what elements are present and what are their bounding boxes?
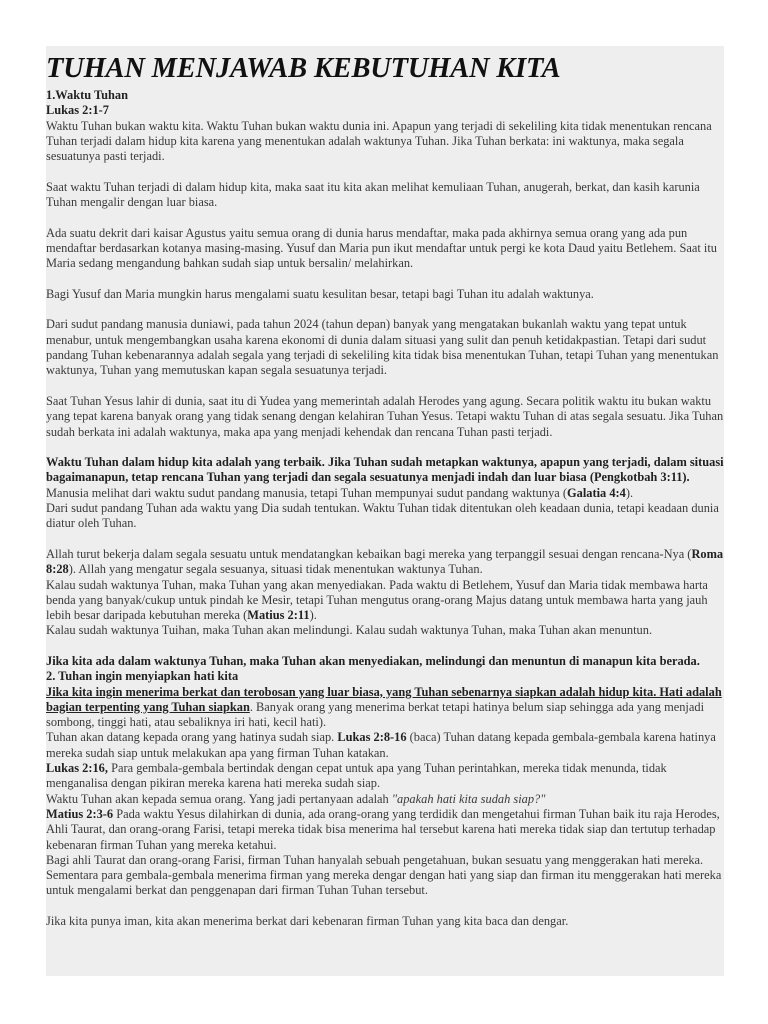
section-1-reference: Lukas 2:1-7 (46, 103, 109, 118)
paragraph-2: Saat waktu Tuhan terjadi di dalam hidup kita, maka saat itu kita akan melihat kemuliaan Tuhan, anugerah, berkat, dan kasih karunia Tuhan mengalir dengan luar biasa. (46, 179, 700, 210)
paragraph-18: Matius 2:3-6 Pada waktu Yesus dilahirkan di dunia, ada orang-orang yang terdidik dan mengetahui firman Tuhan baik itu raja Herodes, Ahli Taurat, dan orang-orang Farisi, tetapi mereka tidak bisa menerima hal tersebut karena hati mereka tidak siap dan tertutup terhadap kebenaran firman Tuhan yang mereka ketahui. (46, 806, 720, 852)
section-1-heading: 1.Waktu Tuhan (46, 88, 128, 102)
scripture-reference: Matius 2:11 (247, 608, 310, 623)
scripture-reference: Galatia 4:4 (567, 485, 626, 500)
paragraph-4: Bagi Yusuf dan Maria mungkin harus mengalami suatu kesulitan besar, tetapi bagi Tuhan itu adalah waktunya. (46, 286, 594, 301)
paragraph-14: Jika kita ingin menerima berkat dan terobosan yang luar biasa, yang Tuhan sebenarnya siapkan adalah hidup kita. Hati adalah bagian terpenting yang Tuhan siapkan. Banyak orang yang menerima berkat tetapi hatinya belum siap sehingga ada yang menjadi sombong, tinggi hati, atau sebaliknya iri hati, kecil hati). (46, 684, 722, 730)
paragraph-3: Ada suatu dekrit dari kaisar Agustus yaitu semua orang di dunia harus mendaftar, maka pada akhirnya semua orang yang ada pun mendaftar berdasarkan kotanya masing-masing. Yusuf dan Maria pun ikut mendaftar untuk pergi ke kota Daud yaitu Betlehem. Saat itu Maria sedang mengandung bahkan sudah siap untuk bersalin/ melahirkan. (46, 225, 717, 271)
paragraph-13-emphasis: Jika kita ada dalam waktunya Tuhan, maka Tuhan akan menyediakan, melindungi dan menuntun di manapun kita berada. (46, 653, 700, 668)
paragraph-11: Kalau sudah waktunya Tuhan, maka Tuhan yang akan menyediakan. Pada waktu di Betlehem, Yusuf dan Maria tidak membawa harta benda yang banyak/cukup untuk pindah ke Mesir, tetapi Tuhan mengutus orang-orang Majus datang untuk membawa harta yang jauh lebih besar daripada kebutuhan mereka (Matius 2:11). (46, 577, 708, 623)
paragraph-17: Waktu Tuhan akan kepada semua orang. Yang jadi pertanyaan adalah "apakah hati kita sudah siap?" (46, 791, 546, 806)
section-2-heading: 2. Tuhan ingin menyiapkan hati kita (46, 669, 239, 684)
paragraph-19: Bagi ahli Taurat dan orang-orang Farisi, firman Tuhan hanyalah sebuah pengetahuan, bukan sesuatu yang menggerakan hati mereka. Sementara para gembala-gembala menerima firman yang mereka dengar dengan hati yang siap dan firman itu menggerakan hati mereka untuk mengalami berkat dan penggenapan dari firman Tuhan Tuhan tersebut. (46, 852, 722, 898)
paragraph-16: Lukas 2:16, Para gembala-gembala bertindak dengan cepat untuk apa yang Tuhan perintahkan, mereka tidak menunda, tidak menganalisa dengan pikiran mereka karena hati mereka sudah siap. (46, 761, 667, 791)
paragraph-15: Tuhan akan datang kepada orang yang hatinya sudah siap. Lukas 2:8-16 (baca) Tuhan datang kepada gembala-gembala karena hatinya mereka sudah siap untuk melakukan apa yang firman Tuhan katakan. (46, 730, 716, 760)
scripture-reference: Roma 8:28 (46, 546, 724, 577)
paragraph-8: Manusia melihat dari waktu sudut pandang manusia, tetapi Tuhan mempunyai sudut pandang waktunya (Galatia 4:4). (46, 485, 634, 500)
paragraph-20: Jika kita punya iman, kita akan menerima berkat dari kebenaran firman Tuhan yang kita baca dan dengar. (46, 914, 569, 929)
paragraph-1: Waktu Tuhan bukan waktu kita. Waktu Tuhan bukan waktu dunia ini. Apapun yang terjadi di sekeliling kita tidak menentukan rencana Tuhan terjadi dalam hidup kita karena yang menentukan adalah waktunya Tuhan. Jika Tuhan berkata: ini waktunya, maka segala sesuatunya pasti terjadi. (46, 118, 712, 164)
paragraph-10: Allah turut bekerja dalam segala sesuatu untuk mendatangkan kebaikan bagi mereka yang terpanggil sesuai dengan rencana-Nya (Roma 8:28). Allah yang mengatur segala sesuanya, situasi tidak menentukan waktunya Tuhan. (46, 546, 724, 577)
paragraph-9: Dari sudut pandang Tuhan ada waktu yang Dia sudah tentukan. Waktu Tuhan tidak ditentukan oleh keadaan dunia, tetapi keadaan dunia diatur oleh Tuhan. (46, 501, 719, 531)
paragraph-5: Dari sudut pandang manusia duniawi, pada tahun 2024 (tahun depan) banyak yang mengatakan bukanlah waktu yang tepat untuk menabur, untuk mengembangkan usaha karena ekonomi di dunia dalam situasi yang sulit dan penuh ketidakpastian. Tetapi dari sudut pandang Tuhan kebenarannya adalah segala yang terjadi di sekeliling kita tidak bisa menentukan Tuhan, tetapi Tuhan yang menentukan waktunya, Tuhan yang memutuskan kapan segala sesuatunya terjadi. (46, 317, 719, 378)
scripture-reference: Lukas 2:8-16 (337, 730, 407, 745)
paragraph-7-emphasis: Waktu Tuhan dalam hidup kita adalah yang terbaik. Jika Tuhan sudah metapkan waktunya, apapun yang terjadi, dalam situasi bagaimanapun, tetap rencana Tuhan yang terjadi dan segala sesuatunya menjadi indah dan luar biasa (Pengkotbah 3:11). (46, 455, 724, 485)
document-page (46, 46, 724, 976)
paragraph-12: Kalau sudah waktunya Tuihan, maka Tuhan akan melindungi. Kalau sudah waktunya Tuhan, maka Tuhan akan menuntun. (46, 623, 653, 638)
underlined-emphasis: Jika kita ingin menerima berkat dan terobosan yang luar biasa, yang Tuhan sebenarnya siapkan adalah hidup kita. Hati adalah bagian terpenting yang Tuhan siapkan (46, 684, 722, 714)
paragraph-6: Saat Tuhan Yesus lahir di dunia, saat itu di Yudea yang memerintah adalah Herodes yang agung. Secara politik waktu itu bukan waktu yang tepat karena banyak orang yang tidak senang dengan kelahiran Tuhan Yesus. Tetapi waktu Tuhan di atas segala sesuatu. Jika Tuhan sudah berkata ini adalah waktunya, maka apa yang menjadi kehendak dan rencana Tuhan pasti terjadi. (46, 393, 724, 439)
question-quote: "apakah hati kita sudah siap?" (391, 791, 546, 806)
scripture-reference: Matius 2:3-6 (46, 806, 114, 821)
document-title: TUHAN MENJAWAB KEBUTUHAN KITA (46, 53, 561, 84)
scripture-reference: Lukas 2:16, (46, 761, 108, 776)
